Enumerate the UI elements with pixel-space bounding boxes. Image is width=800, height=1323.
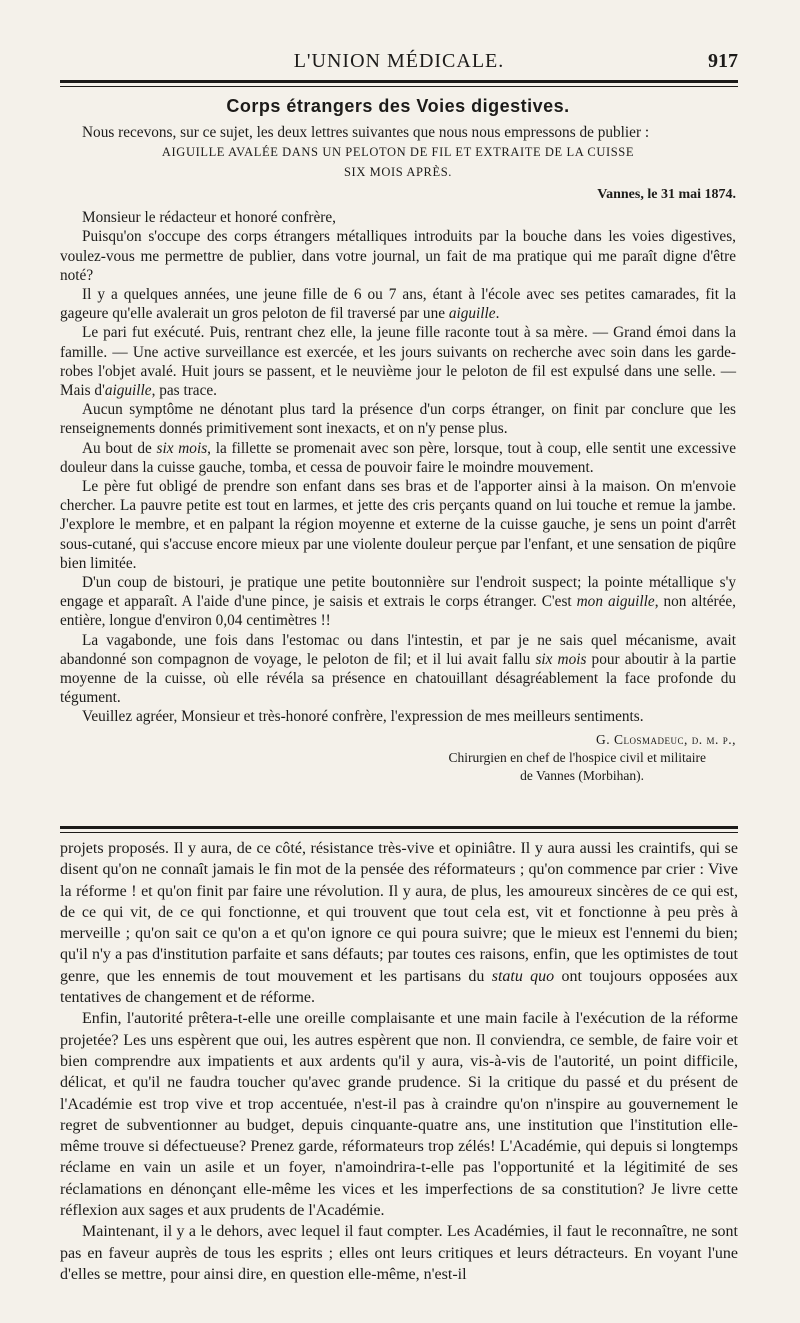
letter-paragraph-8 <box>60 631 736 708</box>
dateline: Vannes, le 31 mai 1874. <box>597 187 736 203</box>
letter-paragraph-5 <box>60 439 736 477</box>
page-number: 917 <box>708 50 738 72</box>
letter-paragraph-6: Le père fut obligé de prendre son enfant dans ses bras et de l'apporter ainsi à la maison. On m'envoie chercher. La pauvre petite est tout en larmes, et jette des cris perçants quand on lui touche et remue la jambe. J'explore le membre, et en palpant la région moyenne et externe de la cuisse gauche, je sens un point d'arrêt sous-cutané, qui s'accuse encore mieux par une violente douleur perçue par l'enfant, et une sensation de piqûre bien limitée. <box>60 478 736 572</box>
italic-run: statu quo <box>491 967 555 985</box>
continuation-text <box>60 838 738 1285</box>
letter-paragraph-1: Puisqu'on s'occupe des corps étrangers métalliques introduits par la bouche dans les voies digestives, voulez-vous me permettre de publier, dans votre journal, un fait de ma pratique qui me paraît digne d'être noté? <box>60 228 736 284</box>
running-title: L'UNION MÉDICALE. <box>293 50 505 72</box>
signature-city: de Vannes (Morbihan). <box>520 767 644 783</box>
text-run: Au bout de <box>82 439 157 457</box>
header-rule-thin <box>60 86 738 87</box>
italic-run: six mois <box>535 650 587 668</box>
letter-closing: Veuillez agréer, Monsieur et très-honoré confrère, l'expression de mes meilleurs sentiments. <box>82 708 644 726</box>
signature-name: G. Closmadeuc, d. m. p., <box>595 731 736 747</box>
letter-paragraph-4: Aucun symptôme ne dénotant plus tard la présence d'un corps étranger, on finit par conclure que les renseignements donnés primitivement sont inexacts, et on n'y pense plus. <box>60 401 736 438</box>
text-run: ont toujours opposées aux tentatives de changement et de réforme. <box>60 967 738 1007</box>
section-rule-thin <box>60 832 738 833</box>
running-head <box>60 50 738 78</box>
intro-paragraph: Nous recevons, sur ce sujet, les deux lettres suivantes que nous nous empressons de publier : <box>82 124 650 141</box>
article <box>60 96 736 785</box>
text-run: . <box>495 305 500 323</box>
text-run: , la fillette se promenait avec son père, lorsque, tout à coup, elle sentit une excessive douleur dans la cuisse gauche, tomba, et cessa de pouvoir faire le moindre mouvement. <box>60 439 736 476</box>
italic-run: aiguille <box>104 382 152 400</box>
text-run: Il y a quelques années, une jeune fille de 6 ou 7 ans, étant à l'école avec ses petites camarades, fit la gageure qu'elle avalerait un gros peloton de fil traversé par une <box>60 286 736 323</box>
letter-title: AIGUILLE AVALÉE DANS UN PELOTON DE FIL ET EXTRAITE DE LA CUISSE <box>161 145 635 160</box>
text-run: , pas trace. <box>151 382 217 400</box>
section-rule-thick <box>60 826 738 829</box>
continuation-paragraph-1 <box>60 838 738 1008</box>
text-run: La vagabonde, une fois dans l'estomac ou dans l'intestin, et par je ne sais quel mécanisme, avait abandonné son compagnon de voyage, le peloton de fil; et il lui avait fallu <box>60 631 736 668</box>
section-title: Corps étrangers des Voies digestives. <box>226 96 570 116</box>
letter-paragraph-7 <box>60 573 736 631</box>
continuation-paragraph-2: Enfin, l'autorité prêtera-t-elle une oreille complaisante et une main facile à l'exécution de la réforme projetée? Les uns espèrent que oui, les autres espèrent que non. Il conviendra, ce semble, de faire voir et bien comprendre aux impatients et aux ardents qu'il y aura, vis-à-vis de l'autorité, un point difficile, délicat, et qu'il ne faudra toucher qu'avec grande prudence. Si la critique du passé et du présent de l'Académie est trop vive et trop accentuée, n'est-il pas à craindre qu'on n'inspire au gouvernement le regret de subventionner au budget, depuis cinquante-quatre ans, une institution que l'institution elle-même trouve si défectueuse? Prenez garde, réformateurs trop zélés! L'Académie, qui depuis si longtemps réclame en vain un asile et un foyer, n'amoindrira-t-elle pas l'opportunité et la légitimité de ses réclamations en dénonçant elle-même les vices et les imperfections de sa constitution? Je livre cette réflexion aux sages et aux prudents de l'Académie. <box>60 1010 738 1220</box>
signature-affiliation: Chirurgien en chef de l'hospice civil et militaire <box>448 749 706 765</box>
header-rule-thick <box>60 80 738 83</box>
text-run: pour aboutir à la partie moyenne de la cuisse, où elle révéla sa présence en chatouillant désagréablement la face profonde du tégument. <box>60 650 736 707</box>
italic-run: six mois <box>156 439 208 457</box>
italic-run: aiguille <box>448 305 496 323</box>
letter-paragraph-3 <box>60 323 736 400</box>
letter-subtitle: SIX MOIS APRÈS. <box>344 165 452 180</box>
continuation-paragraph-3: Maintenant, il y a le dehors, avec lequel il faut compter. Les Académies, il faut le reconnaître, ne sont pas en faveur auprès de tous les esprits ; elles ont leurs critiques et leurs détracteurs. En voyant l'une d'elles se mettre, pour ainsi dire, en question elle-même, n'est-il <box>60 1223 738 1283</box>
text-run: , non altérée, entière, longue d'environ 0,04 centimètres !! <box>60 593 736 630</box>
letter-paragraph-2 <box>60 285 736 323</box>
text-run: projets proposés. Il y aura, de ce côté, résistance très-vive et opiniâtre. Il y aura aussi les craintifs, qui se disent qu'on ne connaît jamais le fin mot de la pensée des réformateurs ; qu'on commence par crier : Vive la réforme ! et qu'on finit par faire une révolution. Il y aura, de plus, les amoureux sincères de ce qui est, de ce qui vit, de ce qui fonctionne, et qui trouvent que tout cela est, vit et fonctionne à peu près à merveille ; qu'on sait ce qu'on a et qu'on ignore ce qui poura suivre; que le mieux est l'ennemi du bien; qu'il n'y a pas d'institution parfaite et sans défauts; par toutes ces raisons, enfin, que les optimistes de tout genre, que les ennemis de tout mouvement et les partisans du <box>60 840 738 985</box>
text-run: Le pari fut exécuté. Puis, rentrant chez elle, la jeune fille raconte tout à sa mère. — Grand émoi dans la famille. — Une active surveillance est exercée, et les jours suivants on recherche avec soin dans les garde-robes l'objet avalé. Huit jours se passent, et le neuvième jour le peloton de fil est expulsé dans une selle. — Mais d' <box>60 324 736 400</box>
italic-run: mon aiguille <box>576 593 655 611</box>
salutation: Monsieur le rédacteur et honoré confrère, <box>82 209 336 227</box>
text-run: D'un coup de bistouri, je pratique une petite boutonnière sur l'endroit suspect; la pointe métallique s'y engage et apparaît. A l'aide d'une pince, je saisis et extrais le corps étranger. C'est <box>60 574 736 611</box>
